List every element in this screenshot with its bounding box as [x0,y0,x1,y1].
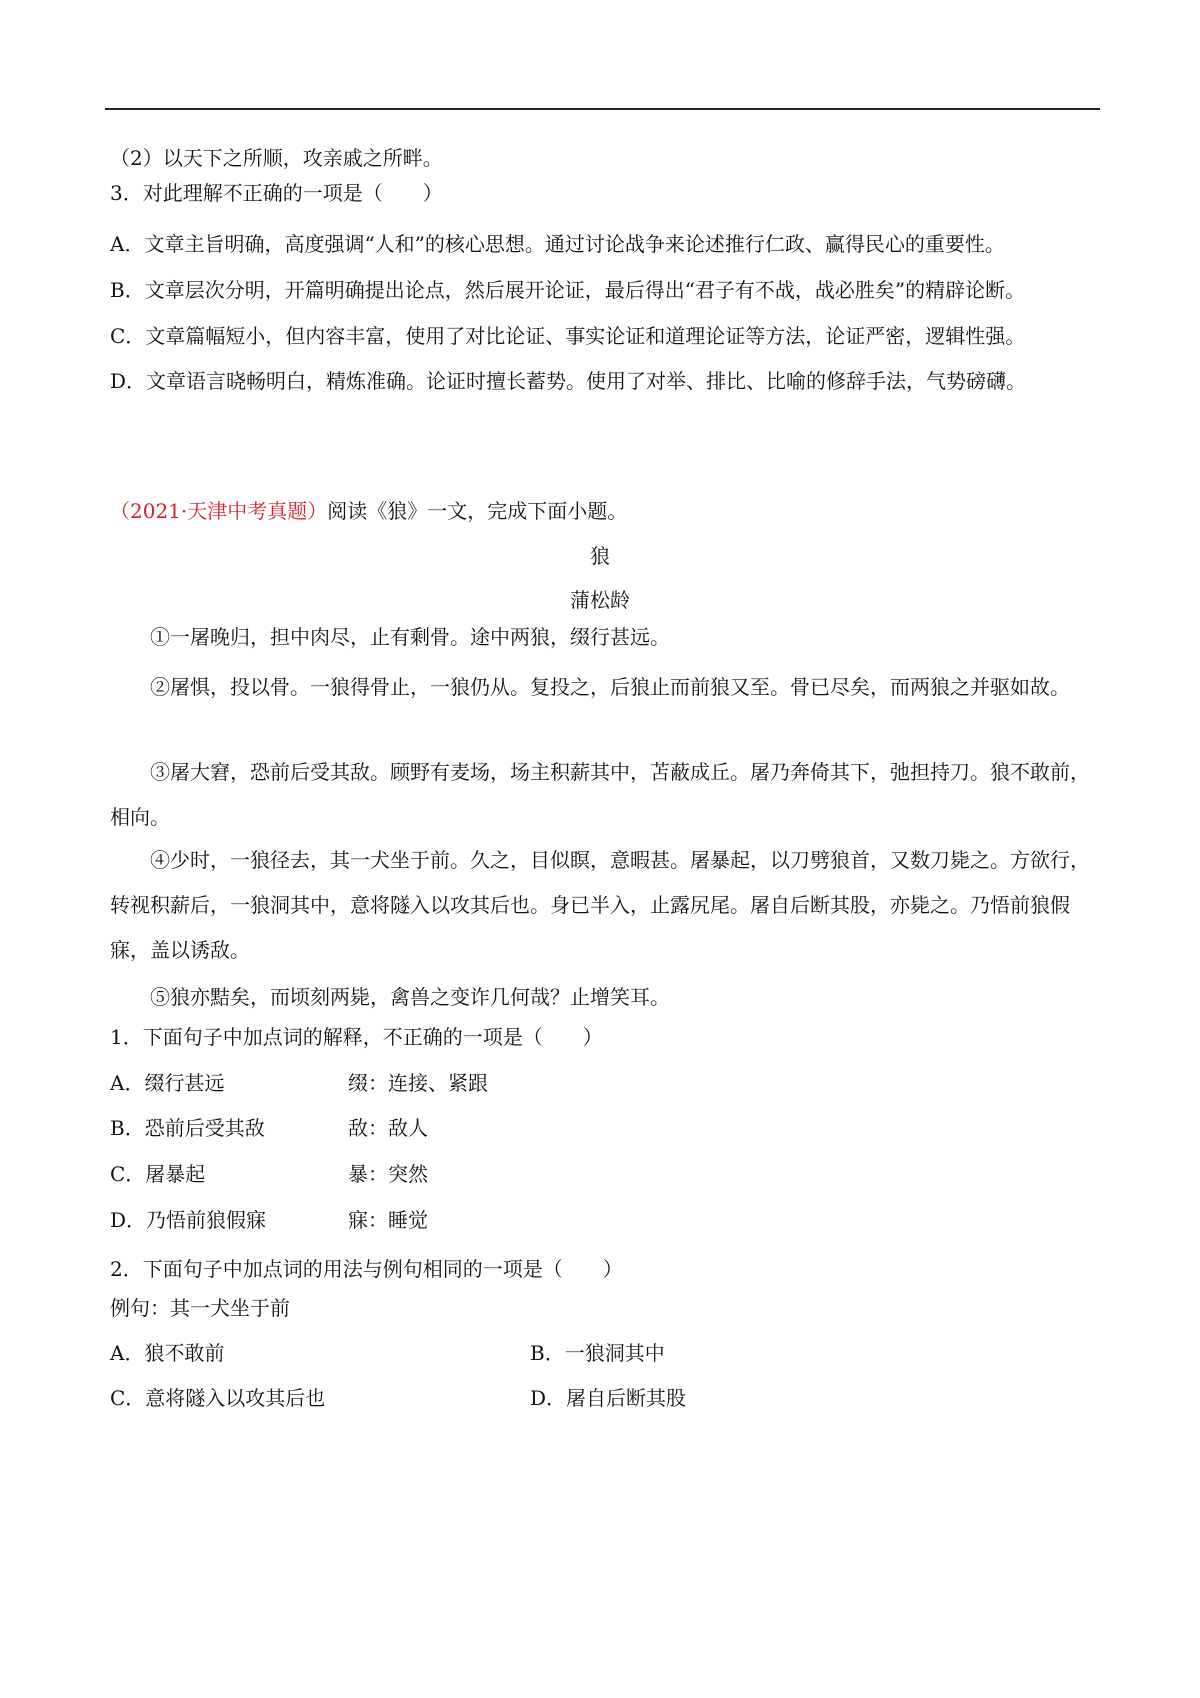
q3-option-a: A．文章主旨明确，高度强调“人和”的核心思想。通过讨论战争来论述推行仁政、赢得民心的重要性。 [110,232,1005,256]
header-rule [105,108,1100,110]
paragraph-5: ⑤狼亦黠矣，而顷刻两毙，禽兽之变诈几何哉？止增笑耳。 [150,985,670,1009]
q2-option-c: C．意将隧入以攻其后也 [110,1386,326,1410]
q1-gloss-d: 寐：睡觉 [348,1208,428,1232]
q2-example: 例句：其一犬坐于前 [110,1296,290,1320]
passage-intro-line [110,496,627,526]
q1-option-d: D．乃悟前狼假寐 [110,1208,267,1232]
passage-title: 狼 [590,544,610,568]
paragraph-3: ③屠大窘，恐前后受其敌。顾野有麦场，场主积薪其中，苫蔽成丘。屠乃奔倚其下，弛担持刀。狼不敢前，相向。 [110,760,1090,829]
paragraph-2: ②屠惧，投以骨。一狼得骨止，一狼仍从。复投之，后狼止而前狼又至。骨已尽矣，而两狼之并驱如故。 [150,675,1070,699]
paragraph-1: ①一屠晚归，担中肉尽，止有剩骨。途中两狼，缀行甚远。 [150,625,670,649]
q3-option-c: C．文章篇幅短小，但内容丰富，使用了对比论证、事实论证和道理论证等方法，论证严密，逻辑性强。 [110,324,1026,348]
q2-option-d: D．屠自后断其股 [530,1386,687,1410]
q3-option-d: D．文章语言晓畅明白，精炼准确。论证时擅长蓄势。使用了对举、排比、比喻的修辞手法，气势磅礴。 [110,369,1027,393]
q2-stem: 2．下面句子中加点词的用法与例句相同的一项是（ ） [110,1257,623,1281]
q1-gloss-a: 缀：连接、紧跟 [348,1071,488,1095]
q1-option-b: B．恐前后受其敌 [110,1116,265,1140]
source-tag: （2021·天津中考真题） [110,499,328,523]
item-2: （2）以天下之所顺，攻亲戚之所畔。 [110,146,443,170]
q1-option-c: C．屠暴起 [110,1162,206,1186]
q3-stem: 3．对此理解不正确的一项是（ ） [110,181,443,205]
q1-gloss-c: 暴：突然 [348,1162,428,1186]
q1-gloss-b: 敌：敌人 [348,1116,428,1140]
q1-option-a: A．缀行甚远 [110,1071,225,1095]
q3-option-b: B．文章层次分明，开篇明确提出论点，然后展开论证，最后得出“君子有不战，战必胜矣”的精辟论断。 [110,278,1026,302]
q1-stem: 1．下面句子中加点词的解释，不正确的一项是（ ） [110,1025,603,1049]
passage-intro: 阅读《狼》一文，完成下面小题。 [327,499,628,523]
passage-author: 蒲松龄 [570,588,630,612]
q2-option-b: B．一狼洞其中 [530,1341,665,1365]
paragraph-4: ④少时，一狼径去，其一犬坐于前。久之，目似瞑，意暇甚。屠暴起，以刀劈狼首，又数刀毙之。方欲行，转视积薪后，一狼洞其中，意将隧入以攻其后也。身已半入，止露尻尾。屠自后断其股，亦毙之。乃悟前狼假寐，盖以诱敌。 [110,848,1090,962]
q2-option-a: A．狼不敢前 [110,1341,225,1365]
